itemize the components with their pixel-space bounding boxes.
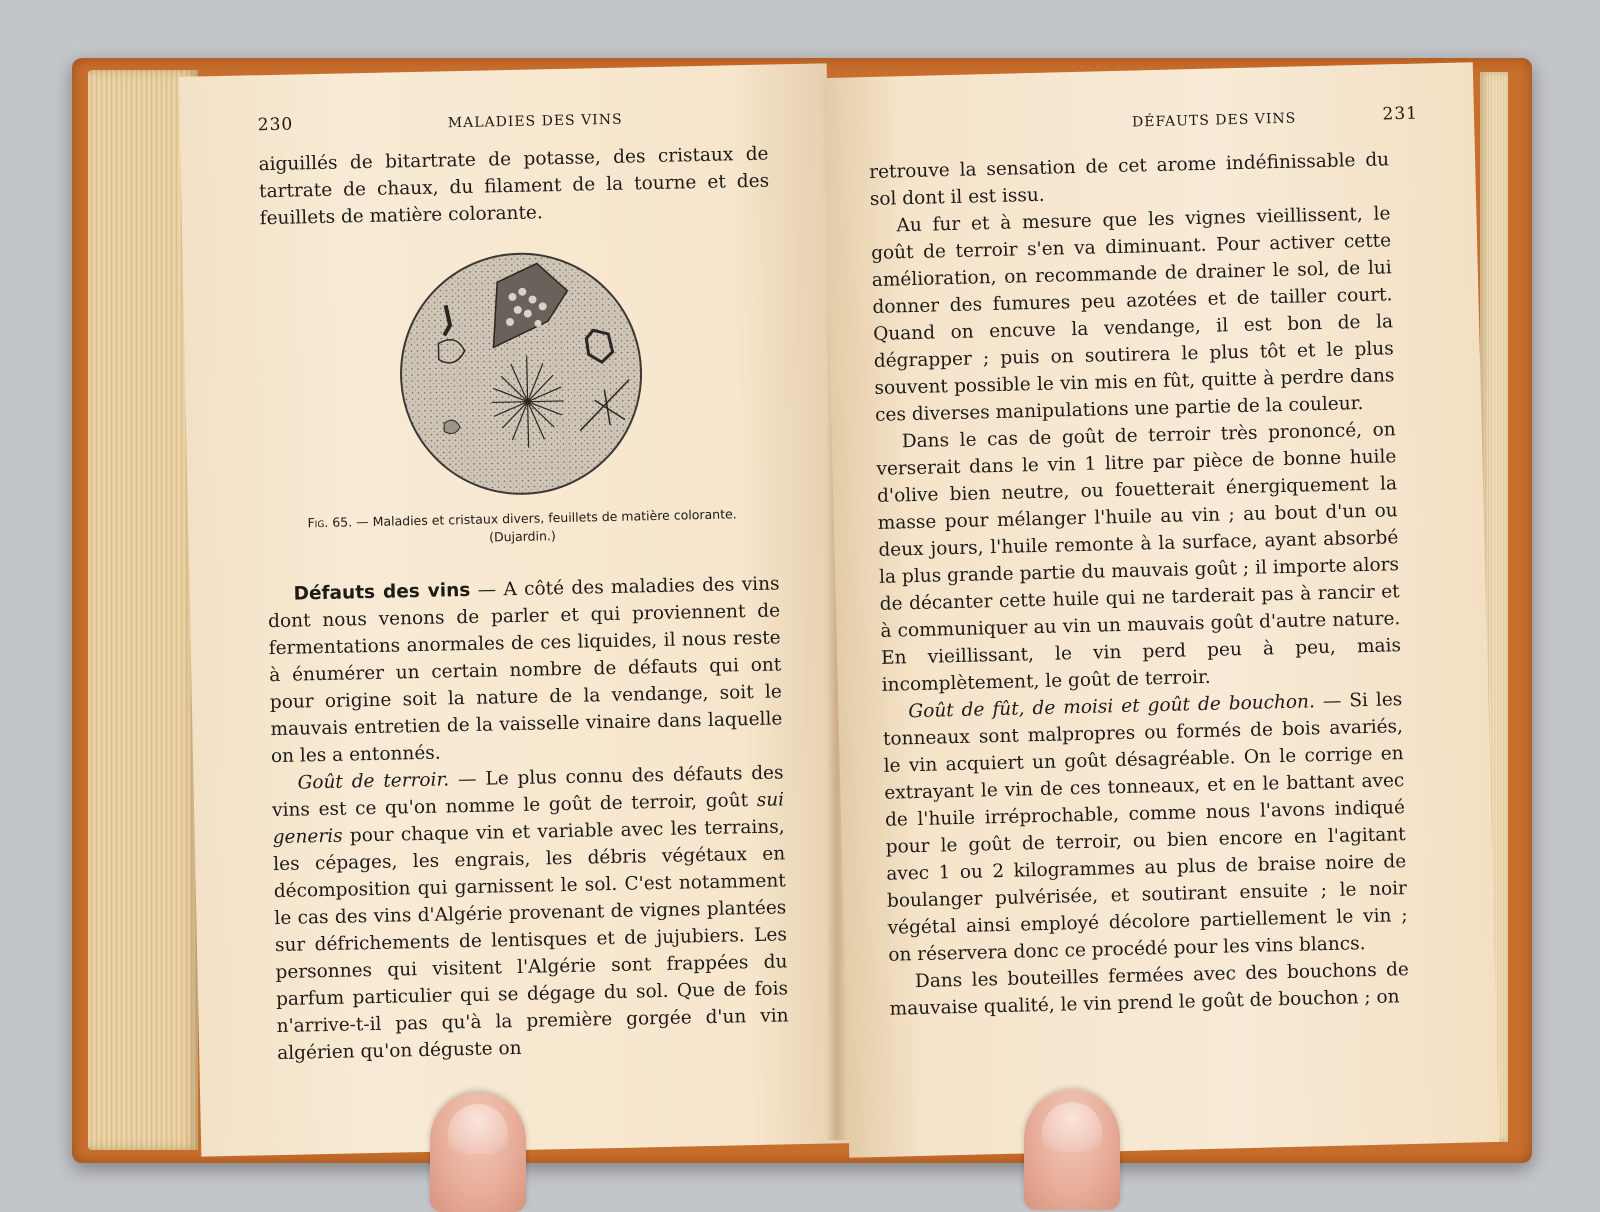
italic-phrase: sui generis — [272, 789, 785, 849]
paragraph — [271, 759, 789, 1067]
subsection-text-b: pour chaque vin et variable avec les terrains, les cépages, les engrais, les débris végétaux en décomposition qui garnissent le sol. C'est notamment le cas des vins d'Algérie provenant de vignes plantées sur défrichements de lentisques et de jujubiers. Les personnes qui visitent l'Algérie sont frappées du parfum particulier qui se dégage du sol. Que de fois n'arrive-t-il pas qu'à la première gorgée d'un vin algérien qu'on déguste on — [273, 816, 789, 1065]
paragraph — [882, 686, 1408, 969]
section-title: Défauts des vins — [293, 579, 471, 605]
running-head: MALADIES DES VINS — [447, 111, 623, 132]
subsection-title: Goût de fût, de moisi et goût de bouchon. — [908, 691, 1316, 723]
paragraph: retrouve la sensation de cet arome indéfinissable du sol dont il est issu. — [868, 149, 1390, 210]
left-page — [179, 63, 849, 1156]
microscope-figure — [397, 249, 646, 498]
paragraph: Dans les bouteilles fermées avec des bouchons de mauvaise qualité, le vin prend le goût de bouchon ; on — [889, 959, 1410, 1020]
figure-label: Fig. 65. — [307, 514, 353, 531]
figure-caption-text: — Maladies et cristaux divers, feuillets de matière colorante. — [355, 506, 737, 530]
paragraph: Au fur et à mesure que les vignes vieillissent, le goût de terroir s'en va diminuant. Pour activer cette amélioration, on recommande de drainer le sol, de lui donner des fumures peu azotées et de tailler court. Quand on encuve la vendange, il est bon de la dégrapper ; puis on soutirera le plus tôt et le plus souvent possible le vin mis en fût, quitte à perdre dans ces diverses manipulations une partie de la couleur. — [870, 203, 1395, 426]
subsection-text: — Si les tonneaux sont malpropres ou formés de bois avariés, le vin acquiert un goût désagréable. On le corrige en extrayant le vin de ces tonneaux, et en le battant avec de l'huile irréprochable, comme nous l'avons indiqué pour le goût de terroir, ou bien encore en l'agitant avec 1 ou 2 kilogrammes au plus de braise noire de boulanger pulvérisée, et soutirant ensuite ; le noir végétal ainsi employé décolore partiellement le vin ; on réservera donc ce procédé pour les vins blancs. — [882, 689, 1408, 966]
page-number: 230 — [257, 114, 294, 136]
page-number: 231 — [1382, 103, 1419, 125]
section-text: — A côté des maladies des vins dont nous venons de parler et qui proviennent de fermentations anormales de ces liquides, il nous reste à énumérer un certain nombre de défauts qui ont pour origine soit la nature de la vendange, soit le mauvais entretien de la vaisselle vinaire dans laquelle on les a entonnés. — [267, 573, 783, 768]
left-body-text — [267, 570, 789, 1067]
left-thumb — [430, 1092, 526, 1212]
running-head: DÉFAUTS DES VINS — [1131, 110, 1297, 131]
paragraph — [267, 570, 783, 770]
subsection-title: Goût de terroir. — [297, 769, 450, 794]
right-page-header — [902, 104, 1418, 143]
left-top-text — [258, 141, 770, 233]
thumbnail — [1042, 1102, 1102, 1152]
left-page-header — [258, 104, 772, 141]
figure-caption — [248, 504, 797, 551]
right-thumb — [1024, 1090, 1120, 1210]
paragraph: Dans le cas de goût de terroir très prononcé, on verserait dans le vin 1 litre par pièce de bonne huile d'olive bien neutre, ou fouetterait énergiquement la masse pour mélanger l'huile au vin ; au bout d'un ou deux jours, l'huile remonte à la surface, ayant absorbé la plus grande partie du mauvais goût ; il importe alors de décanter cette huile qui ne tarderait pas à rancir et à communiquer au vin un mauvais goût d'autre nature. En vieillissant, le vin perd peu à peu, mais incomplètement, le goût de terroir. — [876, 419, 1402, 696]
figure-credit: (Dujardin.) — [488, 528, 556, 545]
right-body-text — [869, 146, 1410, 1022]
subsection-text-a: — Le plus connu des défauts des vins est ce qu'on nomme le goût de terroir, goût — [271, 762, 784, 822]
thumbnail — [448, 1104, 508, 1154]
paragraph: aiguillés de bitartrate de potasse, des cristaux de tartrate de chaux, du filament de la tourne et des feuillets de matière colorante. — [258, 143, 770, 230]
right-page — [823, 62, 1499, 1158]
